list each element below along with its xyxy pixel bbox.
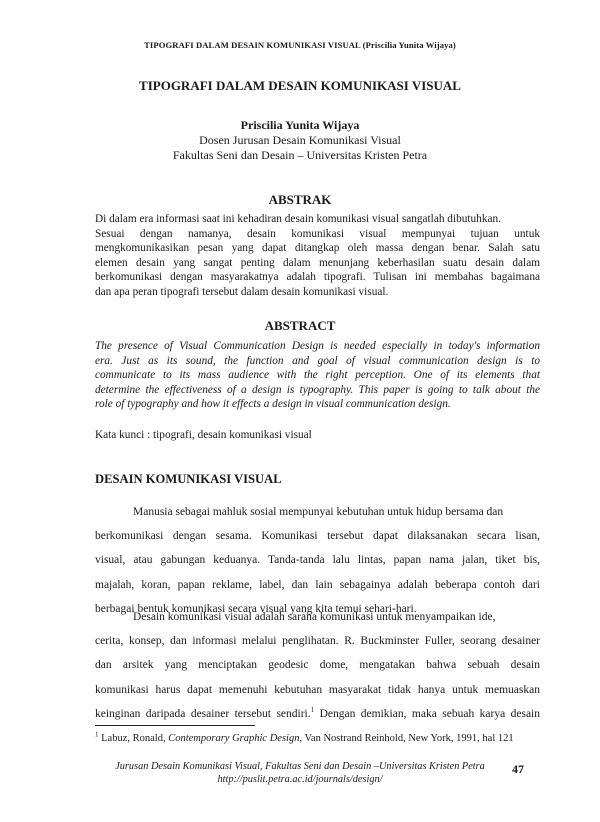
author-affiliation: Fakultas Seni dan Desain – Universitas Kristen Petra — [172, 148, 428, 162]
abstract-line: communicate to its mass audience with the right perception. One of its elements that — [95, 369, 540, 382]
body-line: majalah, koran, papan reklame, label, dan lain sebagainya adalah beberapa contoh dari — [95, 578, 540, 591]
abstract-line: era. Just as its sound, the function and goal of visual communication design is to — [95, 354, 540, 367]
footer-journal: Jurusan Desain Komunikasi Visual, Fakultas Seni dan Desain –Universitas Kristen Petra — [115, 761, 485, 772]
body-line: komunikasi harus dapat memenuhi kebutuhan masyarakat tidak hanya untuk memuaskan — [95, 683, 540, 696]
abstrak-heading: ABSTRAK — [268, 192, 332, 207]
body-line-with-footnote — [95, 702, 540, 726]
section-heading: DESAIN KOMUNIKASI VISUAL — [95, 472, 282, 486]
body-text-segment: Dengan demikian, maka sebuah karya desain — [314, 707, 541, 720]
body-line: berkomunikasi dengan sesama. Komunikasi tersebut dapat dilaksanakan secara lisan, — [95, 530, 540, 543]
author-block — [0, 118, 600, 163]
body-text-segment: keinginan daripada desainer tersebut sendiri. — [95, 707, 311, 720]
body-line: Manusia sebagai mahluk sosial mempunyai kebutuhan untuk hidup bersama dan — [133, 506, 504, 518]
body-line: berbagai bentuk komunikasi secara visual yang kita temui sehari-hari. — [95, 602, 417, 615]
section-paragraph-2 — [95, 605, 540, 726]
author-position: Dosen Jurusan Desain Komunikasi Visual — [199, 133, 401, 147]
keywords-line: Kata kunci : tipografi, desain komunikasi visual — [95, 429, 312, 441]
paper-title: TIPOGRAFI DALAM DESAIN KOMUNIKASI VISUAL — [139, 78, 461, 93]
footnote-text: Labuz, Ronald, — [98, 733, 169, 744]
abstract-line: The presence of Visual Communication Design is needed especially in today's information — [95, 340, 540, 352]
footnote-divider — [95, 725, 255, 726]
footer-url: http://puslit.petra.ac.id/journals/design/ — [217, 774, 383, 785]
section-paragraph-1 — [95, 500, 540, 621]
author-name: Priscilia Yunita Wijaya — [240, 118, 360, 132]
abstrak-line: Sesuai dengan namanya, desain komunikasi visual mempunyai tujuan untuk — [95, 227, 540, 240]
body-line: cerita, konsep, dan informasi melalui penglihatan. R. Buckminster Fuller, seorang desainer — [95, 635, 540, 648]
abstrak-line: dan apa peran tipografi tersebut dalam desain komunikasi visual. — [95, 285, 389, 298]
footnote — [95, 730, 514, 744]
abstrak-line: Di dalam era informasi saat ini kehadiran desain komunikasi visual sangatlah dibutuhkan. — [95, 213, 501, 225]
abstrak-line: berkomunikasi dengan masyarakatnya adalah tipografi. Tulisan ini membahas bagaimana — [95, 271, 540, 284]
abstract-heading: ABSTRACT — [264, 318, 336, 333]
abstract-line: role of typography and how it effects a design in visual communication design. — [95, 398, 451, 411]
abstrak-body — [95, 212, 540, 300]
running-header: TIPOGRAFI DALAM DESAIN KOMUNIKASI VISUAL (Priscilia Yunita Wijaya) — [144, 40, 456, 50]
abstrak-line: elemen desain yang sangat penting dalam menunjang keberhasilan suatu desain dalam — [95, 256, 540, 269]
footnote-text: Van Nostrand Reinhold, New York, 1991, hal 121 — [302, 733, 514, 744]
body-line: dan arsitek yang menciptakan geodesic dome, mengatakan bahwa sebuah desain — [95, 659, 540, 672]
abstrak-line: mengkomunikasikan pesan yang dapat ditangkap oleh massa dengan benar. Salah satu — [95, 242, 540, 255]
keywords — [95, 428, 540, 443]
abstract-body — [95, 339, 540, 412]
footnote-number: 1 — [95, 730, 99, 739]
body-line: Desain komunikasi visual adalah sarana komunikasi untuk menyampaikan ide, — [133, 611, 496, 623]
body-line: visual, atau gabungan keduanya. Tanda-tanda lalu lintas, papan nama jalan, tiket bis, — [95, 554, 540, 567]
footnote-reference: 1 — [310, 705, 315, 714]
abstract-line: determine the effectiveness of a design is typography. This paper is going to talk about the — [95, 383, 540, 396]
page-number: 47 — [512, 762, 524, 776]
footnote-book-title: Contemporary Graphic Design, — [168, 733, 303, 744]
